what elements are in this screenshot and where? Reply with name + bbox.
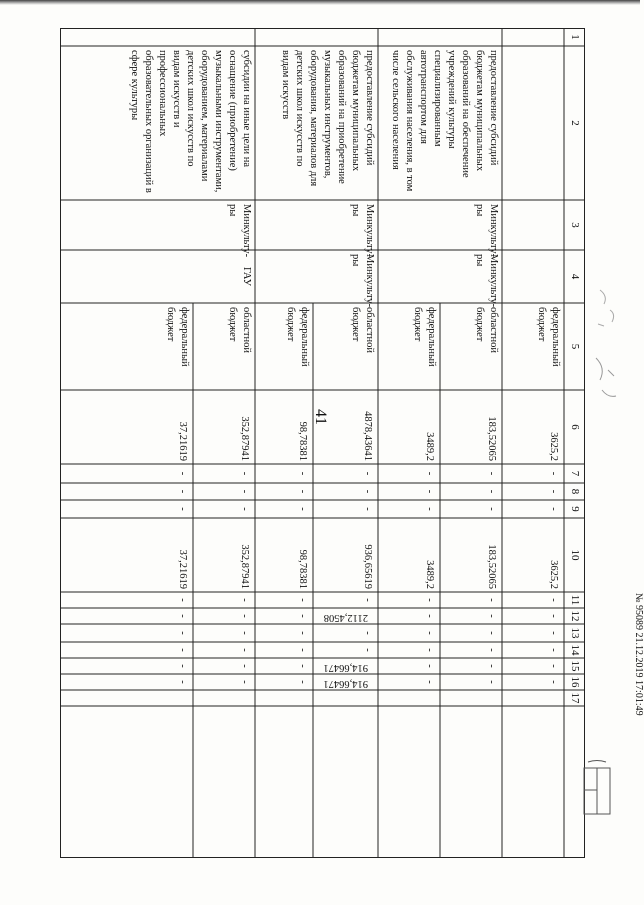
scan-top-edge (0, 0, 640, 5)
header-col-17: 17 (569, 692, 581, 704)
empty-value-dash: - (239, 648, 250, 652)
empty-value-dash: - (177, 507, 188, 511)
empty-value-dash: - (486, 489, 497, 494)
empty-value-dash: - (424, 648, 435, 652)
header-col-2: 2 (569, 120, 581, 126)
header-col-3: 3 (569, 222, 581, 228)
empty-value-dash: - (548, 648, 559, 652)
header-col-11: 11 (569, 594, 581, 606)
amount-col-10: 37,21619 (177, 549, 188, 589)
empty-value-dash: - (548, 680, 559, 684)
amount-col-10: 98,78381 (297, 549, 308, 589)
empty-value-dash: - (548, 471, 559, 476)
empty-value-dash: - (297, 489, 308, 494)
budget-source: областной бюджет (227, 307, 252, 353)
measure-description: предоставление субсидий бюджетам муниципальных образований на обеспечение учреждений культуры специализированным автотранспортом для обслуживания населения, в том числе сельского населения (390, 50, 499, 192)
header-col-7: 7 (569, 470, 581, 477)
header-col-13: 13 (569, 627, 581, 639)
budget-source: федеральный бюджет (165, 307, 190, 367)
amount-col-6: 37,21619 (177, 421, 188, 461)
header-col-12: 12 (569, 610, 581, 622)
budget-source: федеральный бюджет (285, 307, 310, 367)
executor-col-3: Минкульту-ры (227, 204, 252, 258)
amount-col-6: 98,78381 (297, 421, 308, 461)
empty-value-dash: - (177, 471, 188, 476)
empty-value-dash: - (548, 664, 559, 668)
budget-source: федеральный бюджет (536, 307, 561, 367)
empty-value-dash: - (297, 648, 308, 652)
empty-value-dash: - (486, 507, 497, 511)
document-sheet (60, 28, 585, 858)
registration-stamp-line: № 95089 21.12.2019 17:01:49 (633, 593, 644, 716)
empty-value-dash: - (297, 598, 308, 602)
amount-col-6: 3489,2 (424, 432, 435, 461)
executor-col-4: Минкульту-ры (474, 254, 499, 308)
empty-value-dash: - (297, 664, 308, 668)
header-col-1: 1 (569, 34, 581, 40)
empty-value-dash: - (177, 489, 188, 494)
measure-description: предоставление субсидий бюджетам муниципальных образований на приобретение музыкальных инструментов, оборудования, материалов для детских школ искусств по видам искусств (280, 50, 375, 187)
empty-value-dash: - (239, 489, 250, 494)
header-col-15: 15 (569, 660, 581, 672)
registration-seal-icon (582, 760, 612, 818)
empty-value-dash: - (362, 489, 373, 494)
executor-col-4: Минкульту-ры (350, 254, 375, 308)
header-col-5: 5 (569, 343, 581, 350)
measure-description: субсидии на иные цели на оснащение (приобретение) музыкальными инструментами, оборудованием, материалами детских школ искусств по видам искусств и профессиональных образовательных организаций в сфере культуры (129, 50, 252, 193)
header-col-8: 8 (569, 488, 581, 495)
header-col-6: 6 (569, 424, 581, 430)
amount-col-16: 914,66471 (323, 678, 368, 689)
page-number: 41 (312, 409, 329, 425)
header-col-10: 10 (569, 549, 581, 561)
empty-value-dash: - (362, 631, 373, 635)
empty-value-dash: - (362, 648, 373, 652)
empty-value-dash: - (424, 680, 435, 684)
empty-value-dash: - (486, 614, 497, 618)
empty-value-dash: - (297, 471, 308, 476)
amount-col-12: 2112,4508 (323, 612, 368, 623)
empty-value-dash: - (297, 680, 308, 684)
budget-source: федеральный бюджет (412, 307, 437, 367)
executor-col-4: ГАУ (241, 266, 252, 287)
empty-value-dash: - (362, 598, 373, 602)
empty-value-dash: - (177, 614, 188, 618)
empty-value-dash: - (239, 614, 250, 618)
amount-col-10: 3489,2 (424, 560, 435, 589)
empty-value-dash: - (239, 680, 250, 684)
empty-value-dash: - (486, 598, 497, 602)
empty-value-dash: - (239, 471, 250, 476)
empty-value-dash: - (239, 507, 250, 511)
empty-value-dash: - (362, 471, 373, 476)
empty-value-dash: - (486, 664, 497, 668)
empty-value-dash: - (548, 631, 559, 635)
budget-source: областной бюджет (474, 307, 499, 353)
empty-value-dash: - (177, 648, 188, 652)
header-col-16: 16 (569, 676, 581, 688)
scan-mark-icon (590, 280, 630, 340)
amount-col-6: 4878,43641 (362, 411, 373, 461)
empty-value-dash: - (177, 598, 188, 602)
empty-value-dash: - (424, 664, 435, 668)
empty-value-dash: - (424, 507, 435, 511)
empty-value-dash: - (297, 631, 308, 635)
budget-source: областной бюджет (350, 307, 375, 353)
empty-value-dash: - (424, 614, 435, 618)
empty-value-dash: - (486, 631, 497, 635)
empty-value-dash: - (486, 471, 497, 476)
amount-col-15: 914,66471 (323, 662, 368, 673)
amount-col-6: 352,87941 (239, 416, 250, 461)
empty-value-dash: - (177, 680, 188, 684)
empty-value-dash: - (548, 598, 559, 602)
empty-value-dash: - (424, 489, 435, 494)
empty-value-dash: - (486, 648, 497, 652)
executor-col-3: Минкульту-ры (474, 204, 499, 258)
header-col-14: 14 (569, 644, 581, 656)
scan-mark-icon (590, 350, 630, 410)
header-col-4: 4 (569, 273, 581, 280)
empty-value-dash: - (424, 631, 435, 635)
empty-value-dash: - (239, 598, 250, 602)
empty-value-dash: - (486, 680, 497, 684)
amount-col-6: 3625,2 (548, 432, 559, 461)
empty-value-dash: - (548, 507, 559, 511)
amount-col-10: 3625,2 (548, 560, 559, 589)
amount-col-10: 936,65619 (362, 544, 373, 589)
amount-col-10: 352,87941 (239, 544, 250, 589)
empty-value-dash: - (297, 507, 308, 511)
empty-value-dash: - (548, 614, 559, 618)
empty-value-dash: - (424, 471, 435, 476)
empty-value-dash: - (177, 631, 188, 635)
empty-value-dash: - (239, 664, 250, 668)
empty-value-dash: - (548, 489, 559, 494)
rotated-table (60, 28, 585, 858)
executor-col-3: Минкульту-ры (350, 204, 375, 258)
header-col-9: 9 (569, 506, 581, 512)
empty-value-dash: - (297, 614, 308, 618)
empty-value-dash: - (177, 664, 188, 668)
empty-value-dash: - (424, 598, 435, 602)
amount-col-6: 183,52065 (486, 416, 497, 461)
empty-value-dash: - (362, 507, 373, 511)
empty-value-dash: - (239, 631, 250, 635)
amount-col-10: 183,52065 (486, 544, 497, 589)
